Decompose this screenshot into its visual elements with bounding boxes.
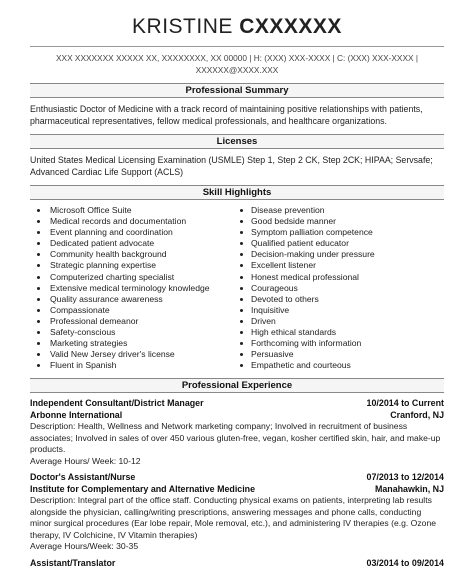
skills-section [30, 185, 444, 371]
bullet-icon [240, 287, 243, 290]
job-organization: Institute for Complementary and Alternative Medicine [30, 483, 256, 494]
skill-item: Courageous [237, 283, 444, 294]
job-dates: 03/2014 to 09/2014 [366, 557, 444, 568]
skill-item: Microsoft Office Suite [30, 205, 237, 216]
bullet-icon [37, 253, 40, 256]
bullet-icon [37, 242, 40, 245]
job-description: Description: Health, Wellness and Network marketing company; Involved in recruitment of business associates; Involved in sales of over 450 various gluten-free, vegan, kosher certified skin, hair, and make-up products. [30, 421, 441, 455]
experience-section [30, 378, 444, 569]
licenses-section [30, 134, 444, 178]
job-location: Cranford, NJ [390, 409, 444, 420]
bullet-icon [37, 342, 40, 345]
skill-item: Dedicated patient advocate [30, 238, 237, 249]
job-title-row [30, 558, 444, 569]
job-title-row [30, 398, 444, 410]
skill-item: Medical records and documentation [30, 216, 237, 227]
section-heading-licenses: Licenses [30, 134, 444, 149]
bullet-icon [37, 209, 40, 212]
bullet-icon [37, 276, 40, 279]
skill-item: Devoted to others [237, 294, 444, 305]
skill-item: Compassionate [30, 305, 237, 316]
summary-section [30, 83, 444, 127]
job-entry [30, 472, 444, 553]
section-heading-summary: Professional Summary [30, 83, 444, 98]
skill-item: Empathetic and courteous [237, 360, 444, 371]
bullet-icon [37, 298, 40, 301]
skill-item: Excellent listener [237, 260, 444, 271]
skill-item: Computerized charting specialist [30, 272, 237, 283]
bullet-icon [37, 264, 40, 267]
bullet-icon [37, 364, 40, 367]
last-name: CXXXXXX [239, 15, 342, 38]
skill-item: Extensive medical terminology knowledge [30, 283, 237, 294]
candidate-name [0, 0, 474, 40]
bullet-icon [240, 276, 243, 279]
skill-item: Driven [237, 316, 444, 327]
contact-line-1: XXX XXXXXXX XXXXX XX, XXXXXXXX, XX 00000 | H: (XXX) XXX-XXXX | C: (XXX) XXX-XXXX | [56, 53, 418, 63]
skill-item: Strategic planning expertise [30, 260, 237, 271]
skills-left-column [30, 205, 237, 371]
bullet-icon [37, 353, 40, 356]
job-organization: Arbonne International [30, 409, 123, 420]
job-location: Manahawkin, NJ [374, 483, 444, 494]
bullet-icon [240, 220, 243, 223]
bullet-icon [240, 242, 243, 245]
job-title-row [30, 472, 444, 484]
bullet-icon [37, 220, 40, 223]
skill-item: Symptom palliation competence [237, 227, 444, 238]
job-entry [30, 558, 444, 569]
contact-info [30, 52, 444, 76]
bullet-icon [240, 320, 243, 323]
bullet-icon [240, 331, 243, 334]
job-hours: Average Hours/ Week: 10-12 [30, 455, 141, 466]
skill-item: Professional demeanor [30, 316, 237, 327]
job-description: Description: Integral part of the office staff. Conducting physical exams on patients, interpreting lab results alongside the physician, calling/writing prescriptions, answering messages and phone calls, conducting minor surgical procedures (Ear lobe repair, Mole removal, etc.), and administering IV therapies (e.g. Ozone therapy, IV Colchicine, IV Vitamin therapies) [30, 495, 437, 540]
bullet-icon [240, 309, 243, 312]
contact-line-2: XXXXXX@XXXX.XXX [195, 65, 279, 75]
job-entry [30, 398, 444, 467]
skill-item: Good bedside manner [237, 216, 444, 227]
bullet-icon [37, 331, 40, 334]
skills-right-column [237, 205, 444, 371]
skill-item: Valid New Jersey driver's license [30, 349, 237, 360]
job-dates: 10/2014 to Current [366, 398, 444, 409]
skill-item: Decision-making under pressure [237, 249, 444, 260]
licenses-text: United States Medical Licensing Examination (USMLE) Step 1, Step 2 CK, Step 2CK; HIPAA; Servsafe; Advanced Cardiac Life Support (ACLS) [30, 155, 433, 177]
skill-item: Marketing strategies [30, 338, 237, 349]
skill-item: Community health background [30, 249, 237, 260]
bullet-icon [240, 353, 243, 356]
bullet-icon [240, 209, 243, 212]
skills-columns [30, 205, 444, 371]
skill-item: Safety-conscious [30, 327, 237, 338]
skill-item: Inquisitive [237, 305, 444, 316]
bullet-icon [240, 342, 243, 345]
job-dates: 07/2013 to 12/2014 [366, 472, 444, 483]
bullet-icon [240, 364, 243, 367]
summary-text: Enthusiastic Doctor of Medicine with a track record of maintaining positive relationships with patients, pharmaceutical representatives, fellow medical professionals, and healthcare organizations. [30, 104, 423, 126]
skill-item: Honest medical professional [237, 272, 444, 283]
skill-item: Quality assurance awareness [30, 294, 237, 305]
job-title: Assistant/Translator [30, 557, 116, 568]
skill-item: Qualified patient educator [237, 238, 444, 249]
job-title: Doctor's Assistant/Nurse [30, 472, 136, 483]
skill-item: High ethical standards [237, 327, 444, 338]
section-heading-experience: Professional Experience [30, 378, 444, 393]
bullet-icon [37, 231, 40, 234]
header-rule [30, 46, 444, 47]
skill-item: Disease prevention [237, 205, 444, 216]
bullet-icon [37, 309, 40, 312]
bullet-icon [37, 320, 40, 323]
skill-item: Forthcoming with information [237, 338, 444, 349]
skill-item: Event planning and coordination [30, 227, 237, 238]
job-hours: Average Hours/Week: 30-35 [30, 541, 139, 552]
job-title: Independent Consultant/District Manager [30, 398, 204, 409]
skill-item: Fluent in Spanish [30, 360, 237, 371]
first-name: KRISTINE [132, 15, 233, 38]
bullet-icon [240, 264, 243, 267]
job-org-row [30, 410, 444, 422]
bullet-icon [240, 298, 243, 301]
bullet-icon [240, 253, 243, 256]
bullet-icon [37, 287, 40, 290]
skill-item: Persuasive [237, 349, 444, 360]
job-org-row [30, 484, 444, 496]
section-heading-skills: Skill Highlights [30, 185, 444, 200]
bullet-icon [240, 231, 243, 234]
